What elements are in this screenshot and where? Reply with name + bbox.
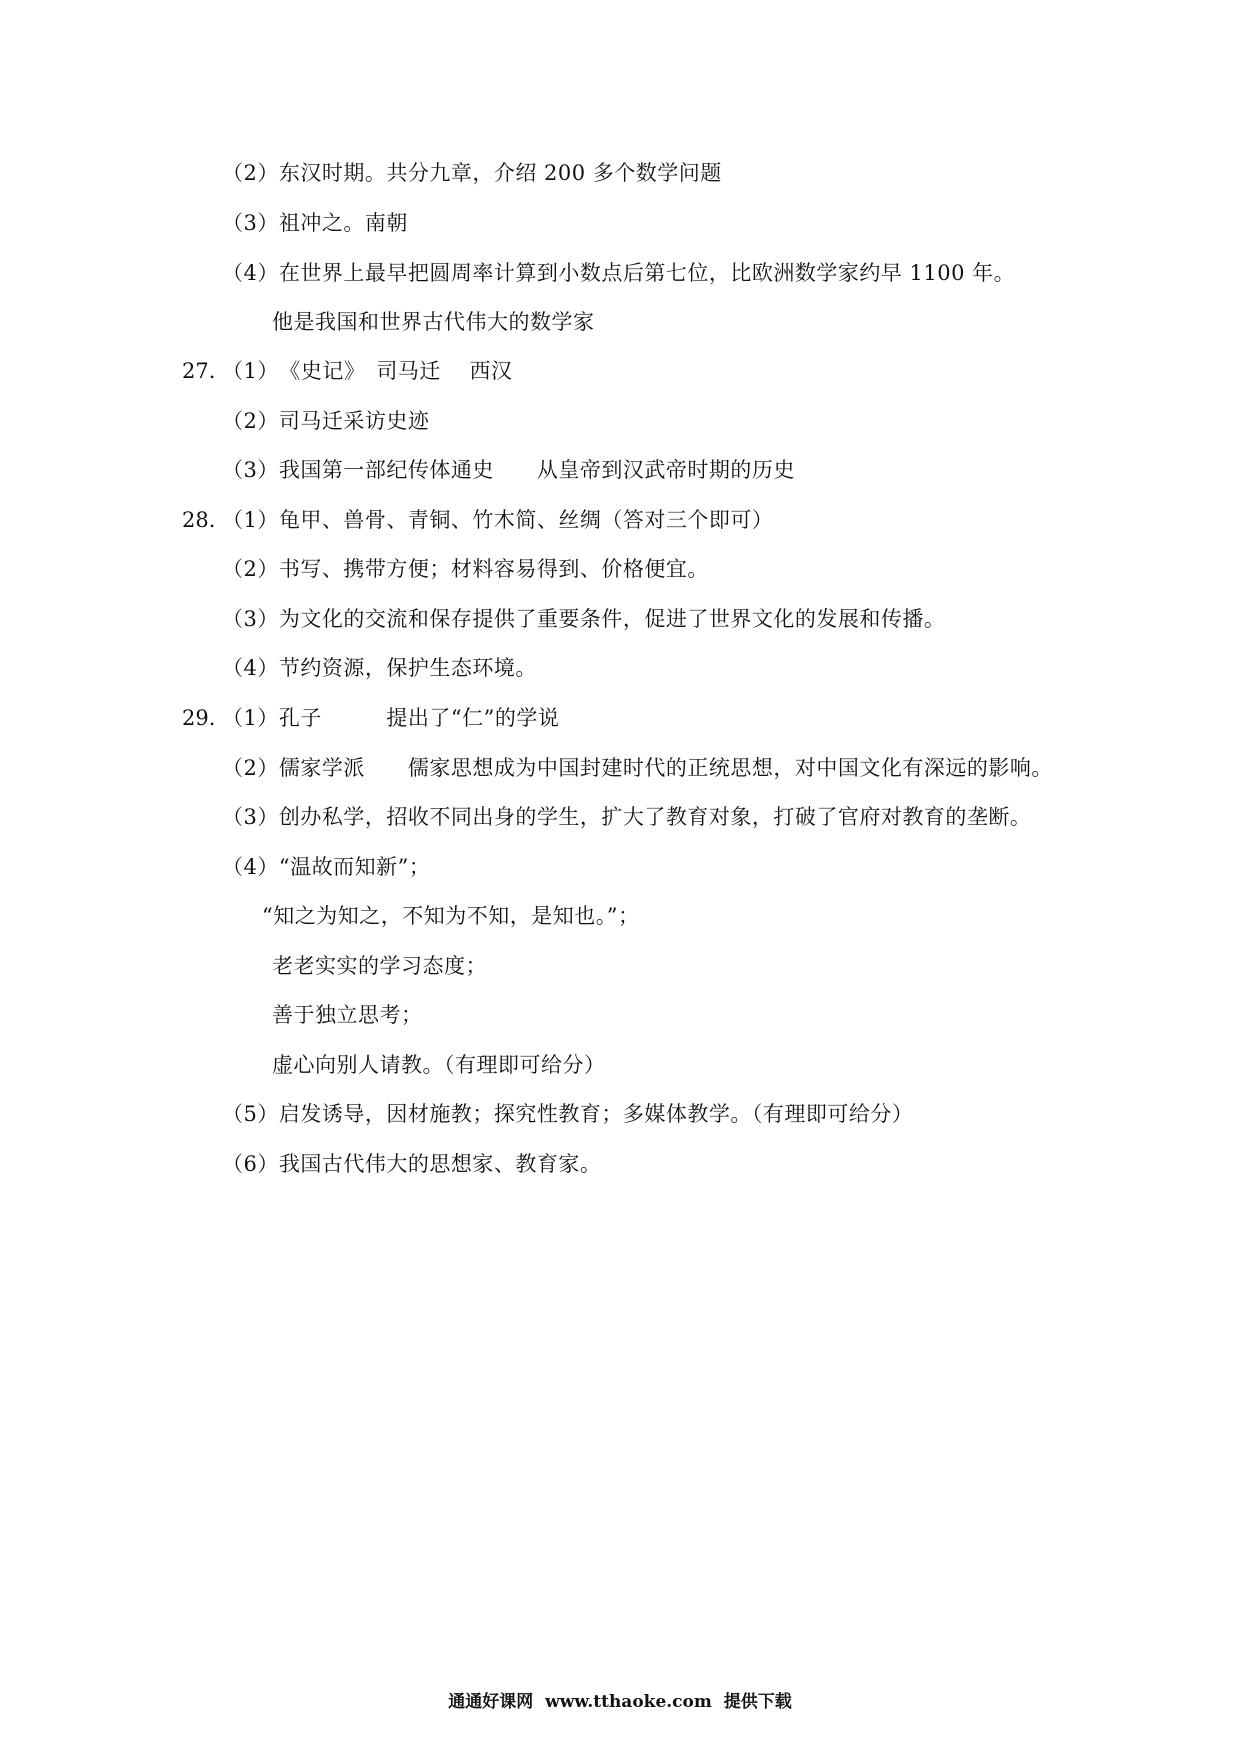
q28-answer-1: （1）龟甲、兽骨、青铜、竹木简、丝绸（答对三个即可） bbox=[222, 508, 774, 532]
q29-number: 29. bbox=[182, 706, 216, 730]
q27-number: 27. bbox=[182, 359, 216, 383]
q28-answer-4: （4）节约资源，保护生态环境。 bbox=[222, 656, 537, 680]
q27-answer-3: （3）我国第一部纪传体通史 从皇帝到汉武帝时期的历史 bbox=[222, 458, 795, 482]
q26-answer-3: （3）祖冲之。南朝 bbox=[222, 211, 408, 235]
q26-answer-4: （4）在世界上最早把圆周率计算到小数点后第七位，比欧洲数学家约早 1100 年。 bbox=[222, 261, 1016, 285]
q29-answer-4-attitude: 老老实实的学习态度； bbox=[272, 954, 487, 978]
q26-answer-2: （2）东汉时期。共分九章，介绍 200 多个数学问题 bbox=[222, 161, 722, 185]
page-footer: 通通好课网 www.tthaoke.com 提供下载 bbox=[448, 1692, 792, 1712]
q29-answer-3: （3）创办私学，招收不同出身的学生，扩大了教育对象，打破了官府对教育的垄断。 bbox=[222, 805, 1032, 829]
q29-answer-2: （2）儒家学派 儒家思想成为中国封建时代的正统思想，对中国文化有深远的影响。 bbox=[222, 756, 1053, 780]
q27-answer-2: （2）司马迁采访史迹 bbox=[222, 409, 430, 433]
q28-answer-2: （2）书写、携带方便；材料容易得到、价格便宜。 bbox=[222, 557, 709, 581]
q29-answer-1: （1）孔子 提出了“仁”的学说 bbox=[222, 706, 560, 730]
q28-answer-3: （3）为文化的交流和保存提供了重要条件，促进了世界文化的发展和传播。 bbox=[222, 607, 946, 631]
q29-answer-6: （6）我国古代伟大的思想家、教育家。 bbox=[222, 1152, 602, 1176]
q29-answer-4-quote: “知之为知之，不知为不知，是知也。”； bbox=[262, 904, 640, 928]
q29-answer-4-thinking: 善于独立思考； bbox=[272, 1003, 423, 1027]
q26-answer-4-continued: 他是我国和世界古代伟大的数学家 bbox=[272, 310, 595, 334]
q28-number: 28. bbox=[182, 508, 216, 532]
q29-answer-4: （4）“温故而知新”； bbox=[222, 855, 431, 879]
q27-answer-1: （1） 《史记》 司马迁 西汉 bbox=[222, 359, 513, 383]
q29-answer-4-humility: 虚心向别人请教。（有理即可给分） bbox=[272, 1053, 606, 1077]
q29-answer-5: （5）启发诱导，因材施教；探究性教育；多媒体教学。（有理即可给分） bbox=[222, 1102, 914, 1126]
